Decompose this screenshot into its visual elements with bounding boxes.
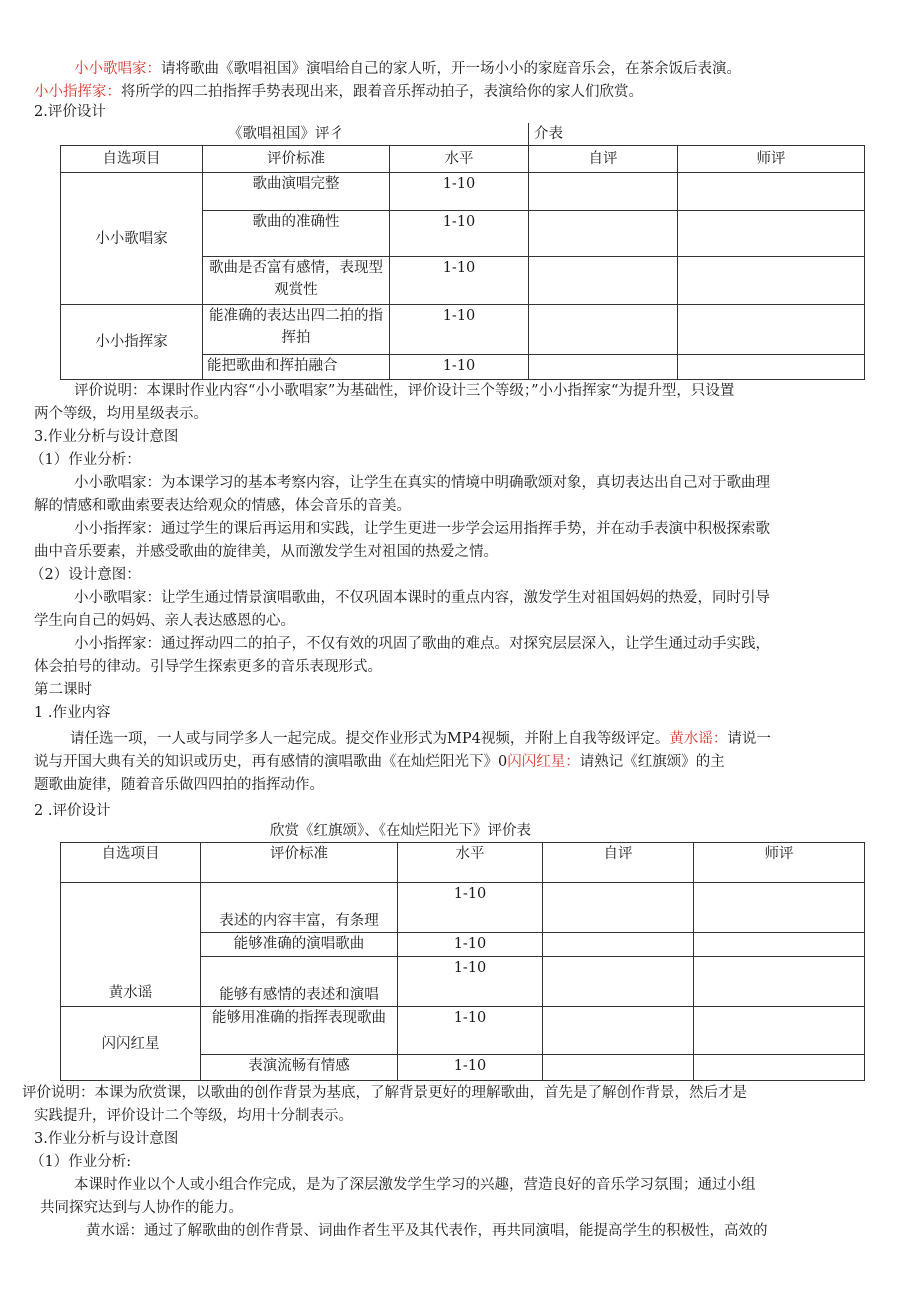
self-eval-cell[interactable] — [529, 355, 678, 380]
eval-note-line: 两个等级，均用星级表示。 — [34, 406, 208, 422]
subheading: （1）作业分析： — [30, 452, 141, 468]
section-heading: 1 .作业内容 — [34, 705, 111, 721]
criterion-cell: 能准确的表达出四二拍的指挥拍 — [203, 305, 390, 355]
criterion-cell: 能够准确的演唱歌曲 — [201, 933, 398, 957]
self-eval-cell[interactable] — [543, 1007, 694, 1055]
teacher-eval-cell[interactable] — [694, 933, 865, 957]
paragraph-line: 说与开国大典有关的知识或历史，再有感情的演唱歌曲《在灿烂阳光下》0闪闪红星：请熟记《红旗颂》的主 — [34, 754, 725, 770]
paragraph-line: 共同探究达到与人协作的能力。 — [40, 1200, 243, 1216]
level-cell: 1-10 — [398, 1007, 543, 1055]
level-cell: 1-10 — [390, 355, 529, 380]
section-heading: 3.作业分析与设计意图 — [34, 1131, 179, 1147]
teacher-eval-cell[interactable] — [678, 211, 865, 257]
intro-singer-line: 小小歌唱家：请将歌曲《歌唱祖国》演唱给自己的家人听，开一场小小的家庭音乐会，在茶余饭后表演。 — [74, 61, 741, 77]
teacher-eval-cell[interactable] — [678, 173, 865, 211]
table1-title-right: 介表 — [534, 126, 563, 142]
level-cell: 1-10 — [398, 1055, 543, 1081]
paragraph-line: 小小指挥家：通过挥动四二的拍子，不仅有效的巩固了歌曲的难点。对探究层层深入，让学生通过动手实践， — [74, 636, 770, 652]
self-eval-cell[interactable] — [529, 173, 678, 211]
paragraph-line: 小小指挥家：通过学生的课后再运用和实践，让学生更进一步学会运用指挥手势，并在动手表演中积极探索歌 — [74, 521, 770, 537]
criterion-cell: 表述的内容丰富，有条理 — [201, 883, 398, 933]
level-cell: 1-10 — [398, 957, 543, 1007]
header-cell: 自选项目 — [61, 843, 201, 883]
criterion-cell: 能把歌曲和挥拍融合 — [203, 355, 390, 380]
self-eval-cell[interactable] — [543, 933, 694, 957]
evaluation-table-2 — [60, 842, 865, 1081]
table-row — [61, 1007, 865, 1055]
teacher-eval-cell[interactable] — [678, 355, 865, 380]
header-cell: 师评 — [678, 146, 865, 173]
subheading: （1）作业分析: — [30, 1154, 132, 1170]
item-cell: 黄水谣 — [61, 883, 201, 1007]
teacher-eval-cell[interactable] — [694, 1055, 865, 1081]
header-cell: 自评 — [529, 146, 678, 173]
huangshuiyao-label: 黄水谣： — [669, 731, 728, 747]
header-cell: 自选项目 — [61, 146, 203, 173]
evaluation-table-1 — [60, 145, 865, 380]
paragraph-line: 题歌曲旋律，随着音乐做四四拍的指挥动作。 — [34, 777, 324, 793]
criterion-cell: 歌曲演唱完整 — [203, 173, 390, 211]
paragraph-line: 小小歌唱家：为本课学习的基本考察内容，让学生在真实的情境中明确歌颂对象，真切表达出自己对于歌曲理 — [74, 475, 770, 491]
eval-note-line: 评价说明：本课为欣赏课，以歌曲的创作背景为基底，了解背景更好的理解歌曲，首先是了解创作背景，然后才是 — [22, 1085, 747, 1101]
table-row — [61, 883, 865, 933]
paragraph-line: 曲中音乐要素，并感受歌曲的旋律美，从而激发学生对祖国的热爱之情。 — [34, 544, 498, 560]
item-cell: 小小歌唱家 — [61, 173, 203, 305]
paragraph-line: 体会拍号的律动。引导学生探索更多的音乐表现形式。 — [34, 659, 382, 675]
level-cell: 1-10 — [390, 173, 529, 211]
self-eval-cell[interactable] — [543, 883, 694, 933]
singer-label: 小小歌唱家： — [74, 61, 161, 77]
intro-conductor-line: 小小指挥家：将所学的四二拍指挥手势表现出来，跟着音乐挥动拍子，表演给你的家人们欣赏。 — [34, 84, 643, 100]
item-cell: 闪闪红星 — [61, 1007, 201, 1081]
teacher-eval-cell[interactable] — [678, 305, 865, 355]
paragraph-line: 解的情感和歌曲索要表达给观众的情感，体会音乐的音美。 — [34, 498, 411, 514]
teacher-eval-cell[interactable] — [694, 883, 865, 933]
criterion-cell: 歌曲是否富有感情，表现型观赏性 — [203, 257, 390, 305]
self-eval-cell[interactable] — [543, 957, 694, 1007]
header-cell: 师评 — [694, 843, 865, 883]
section-heading: 2.评价设计 — [34, 104, 106, 120]
criterion-cell: 表演流畅有情感 — [201, 1055, 398, 1081]
paragraph-line: 请任选一项，一人或与同学多人一起完成。提交作业形式为MP4视频，并附上自我等级评定。黄水谣：请说一 — [70, 731, 771, 747]
teacher-eval-cell[interactable] — [678, 257, 865, 305]
self-eval-cell[interactable] — [543, 1055, 694, 1081]
criterion-cell: 歌曲的准确性 — [203, 211, 390, 257]
eval-note-line: 评价说明：本课时作业内容“小小歌唱家”为基础性，评价设计三个等级；”小小指挥家“为提升型，只设置 — [74, 383, 735, 399]
section-heading: 3.作业分析与设计意图 — [34, 429, 179, 445]
table-header-row — [61, 843, 865, 883]
subheading: （2）设计意图： — [30, 567, 141, 583]
paragraph-line: 本课时作业以个人或小组合作完成，是为了深层激发学生学习的兴趣，营造良好的音乐学习氛围；通过小组 — [74, 1177, 756, 1193]
criterion-cell: 能够用准确的指挥表现歌曲 — [201, 1007, 398, 1055]
teacher-eval-cell[interactable] — [694, 957, 865, 1007]
header-cell: 自评 — [543, 843, 694, 883]
paragraph-line: 学生向自己的妈妈、亲人表达感恩的心。 — [34, 613, 295, 629]
paragraph-line: 黄水谣：通过了解歌曲的创作背景、词曲作者生平及其代表作，再共同演唱，能提高学生的积极性，高效的 — [86, 1223, 768, 1239]
header-cell: 水平 — [398, 843, 543, 883]
teacher-eval-cell[interactable] — [694, 1007, 865, 1055]
self-eval-cell[interactable] — [529, 211, 678, 257]
level-cell: 1-10 — [390, 305, 529, 355]
table-row — [61, 305, 865, 355]
self-eval-cell[interactable] — [529, 257, 678, 305]
section-heading: 2 .评价设计 — [34, 803, 111, 819]
table-header-row — [61, 146, 865, 173]
lesson-heading: 第二课时 — [34, 682, 92, 698]
table-row — [61, 173, 865, 211]
eval-note-line: 实践提升，评价设计二个等级，均用十分制表示。 — [34, 1108, 353, 1124]
item-cell: 小小指挥家 — [61, 305, 203, 380]
table1-title-divider — [528, 123, 529, 145]
criterion-cell: 能够有感情的表述和演唱 — [201, 957, 398, 1007]
header-cell: 评价标准 — [203, 146, 390, 173]
table1-title-left: 《歌唱祖国》评彳 — [228, 126, 344, 142]
self-eval-cell[interactable] — [529, 305, 678, 355]
header-cell: 评价标准 — [201, 843, 398, 883]
level-cell: 1-10 — [398, 883, 543, 933]
level-cell: 1-10 — [390, 257, 529, 305]
table2-title: 欣赏《红旗颂》、《在灿烂阳光下》评价表 — [270, 823, 531, 839]
level-cell: 1-10 — [390, 211, 529, 257]
level-cell: 1-10 — [398, 933, 543, 957]
conductor-label: 小小指挥家： — [34, 84, 121, 100]
shanshanhongxing-label: 闪闪红星： — [507, 754, 580, 770]
header-cell: 水平 — [390, 146, 529, 173]
paragraph-line: 小小歌唱家：让学生通过情景演唱歌曲，不仅巩固本课时的重点内容，激发学生对祖国妈妈的热爱，同时引导 — [74, 590, 770, 606]
